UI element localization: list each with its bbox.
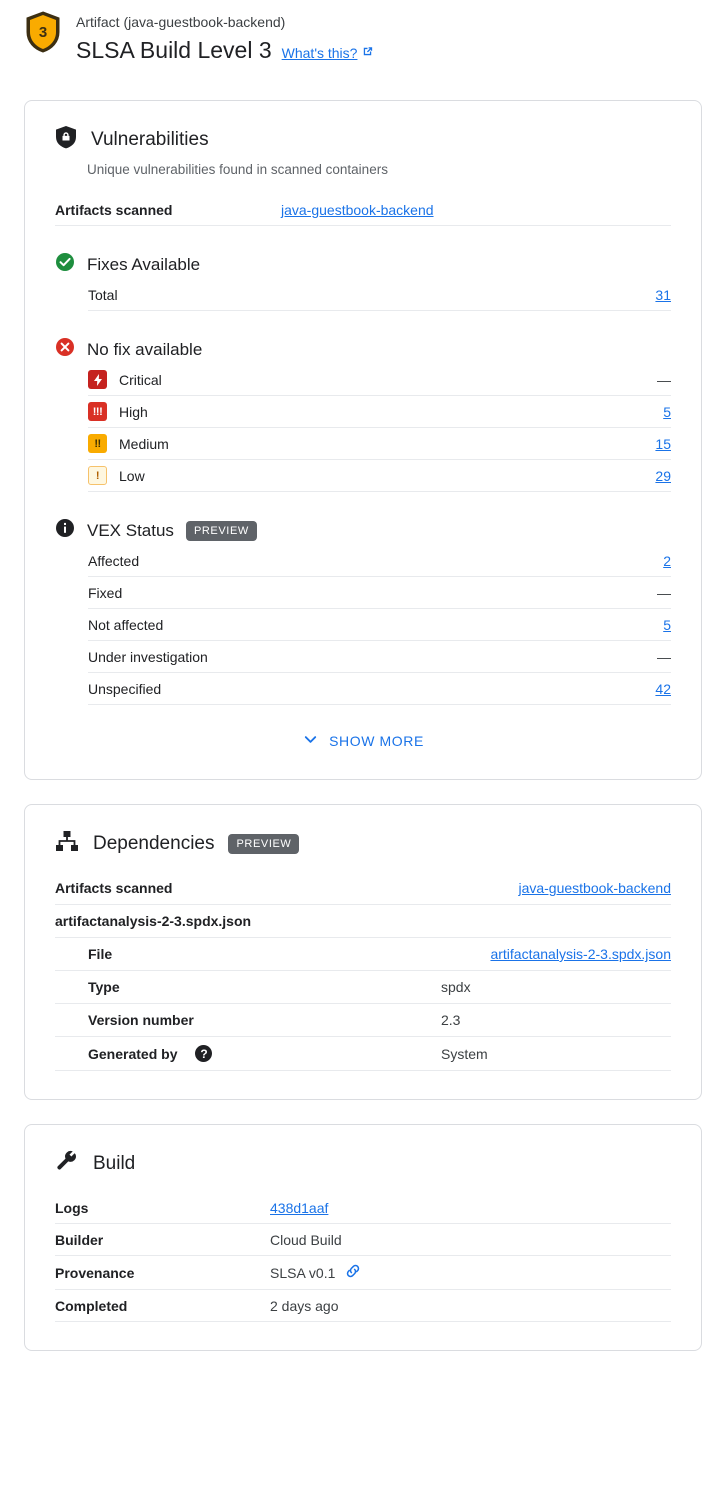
row-label: Total <box>88 286 118 303</box>
table-row <box>88 609 671 641</box>
page-header <box>0 0 726 66</box>
row-label-wrap <box>55 1045 212 1062</box>
build-card <box>24 1124 702 1351</box>
row-value: SLSA v0.1 <box>270 1264 336 1281</box>
artifact-subtitle: Artifact (java-guestbook-backend) <box>76 14 286 30</box>
row-label: Under investigation <box>88 648 208 665</box>
table-row <box>88 279 671 311</box>
dependencies-preview-badge: PREVIEW <box>228 834 299 854</box>
row-label: Provenance <box>55 1264 135 1281</box>
error-circle-icon <box>55 337 75 362</box>
artifacts-scanned-label: Artifacts scanned <box>55 880 173 896</box>
vulnerabilities-card-header <box>55 125 671 154</box>
row-label: File <box>88 946 113 962</box>
row-value-link[interactable]: 29 <box>655 467 671 484</box>
chevron-down-icon <box>302 731 319 751</box>
vex-status-header <box>55 518 671 543</box>
page-title: SLSA Build Level 3 <box>76 37 272 63</box>
severity-critical-icon <box>88 370 107 389</box>
row-value-link[interactable]: artifactanalysis-2-3.spdx.json <box>490 946 671 962</box>
row-label: Unspecified <box>88 680 162 697</box>
table-row <box>88 641 671 673</box>
wrench-icon <box>55 1149 79 1178</box>
slsa-level-badge-icon <box>24 10 62 54</box>
shield-icon <box>55 125 77 154</box>
dependencies-rows <box>55 872 671 1071</box>
file-group-label: artifactanalysis-2-3.spdx.json <box>55 913 252 929</box>
row-label: Logs <box>55 1199 89 1216</box>
row-label: Low <box>119 467 145 484</box>
table-row <box>55 938 671 971</box>
vulnerabilities-subtitle: Unique vulnerabilities found in scanned containers <box>87 162 388 177</box>
fixes-available-rows <box>55 279 671 311</box>
whats-this-label: What's this? <box>281 45 358 61</box>
chain-link-icon[interactable] <box>344 1262 362 1283</box>
table-row <box>88 460 671 492</box>
row-value-link[interactable]: 15 <box>655 435 671 452</box>
row-label: Type <box>88 979 120 995</box>
vulnerabilities-title: Vulnerabilities <box>91 128 209 150</box>
table-row <box>55 1192 671 1224</box>
table-row <box>88 428 671 460</box>
vex-status-rows <box>55 545 671 705</box>
no-fix-available-header <box>55 337 671 362</box>
table-row <box>88 577 671 609</box>
external-link-icon <box>361 45 374 61</box>
row-label: Critical <box>119 371 162 388</box>
row-value: spdx <box>441 979 471 995</box>
no-fix-available-title: No fix available <box>87 339 203 359</box>
row-value: — <box>657 648 671 665</box>
fixes-available-title: Fixes Available <box>87 254 201 274</box>
show-more-label: SHOW MORE <box>329 733 424 749</box>
row-value: — <box>657 371 671 388</box>
dependencies-card-header <box>55 829 671 858</box>
table-row <box>55 1256 671 1290</box>
slsa-level-number: 3 <box>38 24 48 41</box>
table-row <box>55 971 671 1004</box>
info-icon <box>55 518 75 543</box>
row-value: — <box>657 584 671 601</box>
dependencies-title: Dependencies <box>93 832 215 854</box>
build-card-header <box>55 1149 671 1178</box>
row-value: 2 days ago <box>270 1297 339 1314</box>
row-value-link[interactable]: 42 <box>655 680 671 697</box>
table-row <box>88 396 671 428</box>
table-row <box>55 1037 671 1071</box>
vex-status-title: VEX Status <box>87 520 174 540</box>
row-label: Medium <box>119 435 169 452</box>
row-label: High <box>119 403 148 420</box>
table-row <box>55 1224 671 1256</box>
table-row <box>88 364 671 396</box>
artifacts-scanned-rows <box>55 194 671 226</box>
table-row <box>55 1290 671 1322</box>
artifacts-scanned-label: Artifacts scanned <box>55 201 173 218</box>
artifacts-scanned-link[interactable]: java-guestbook-backend <box>281 201 434 218</box>
dependencies-card <box>24 804 702 1100</box>
build-title: Build <box>93 1152 136 1174</box>
table-row <box>55 1004 671 1037</box>
row-value: 2.3 <box>441 1012 461 1028</box>
row-value-link[interactable]: 31 <box>655 286 671 303</box>
build-rows <box>55 1192 671 1322</box>
check-circle-icon <box>55 252 75 277</box>
no-fix-available-rows <box>55 364 671 492</box>
row-value: System <box>441 1045 488 1062</box>
vex-preview-badge: PREVIEW <box>186 521 257 541</box>
row-value-link[interactable]: 5 <box>663 616 671 633</box>
vulnerabilities-card <box>24 100 702 780</box>
table-row <box>88 545 671 577</box>
table-row <box>88 673 671 705</box>
dependencies-artifacts-scanned-row <box>55 872 671 905</box>
row-value-link[interactable]: 438d1aaf <box>270 1199 329 1216</box>
row-label: Not affected <box>88 616 164 633</box>
show-more-button[interactable] <box>55 731 671 751</box>
row-value-link[interactable]: 2 <box>663 552 671 569</box>
artifacts-scanned-row <box>55 194 671 226</box>
row-label: Generated by <box>88 1045 178 1062</box>
severity-high-icon: !!! <box>88 402 107 421</box>
hierarchy-icon <box>55 829 79 858</box>
artifacts-scanned-link[interactable]: java-guestbook-backend <box>518 880 671 896</box>
help-icon[interactable]: ? <box>195 1045 212 1062</box>
row-label: Version number <box>88 1012 194 1028</box>
row-label: Completed <box>55 1297 128 1314</box>
severity-low-icon: ! <box>88 466 107 485</box>
severity-medium-icon: !! <box>88 434 107 453</box>
row-label: Affected <box>88 552 140 569</box>
row-label: Builder <box>55 1231 104 1248</box>
row-value: Cloud Build <box>270 1231 342 1248</box>
row-value-link[interactable]: 5 <box>663 403 671 420</box>
fixes-available-header <box>55 252 671 277</box>
whats-this-link[interactable] <box>282 45 375 61</box>
row-label: Fixed <box>88 584 123 601</box>
dependencies-file-group-row <box>55 905 671 938</box>
